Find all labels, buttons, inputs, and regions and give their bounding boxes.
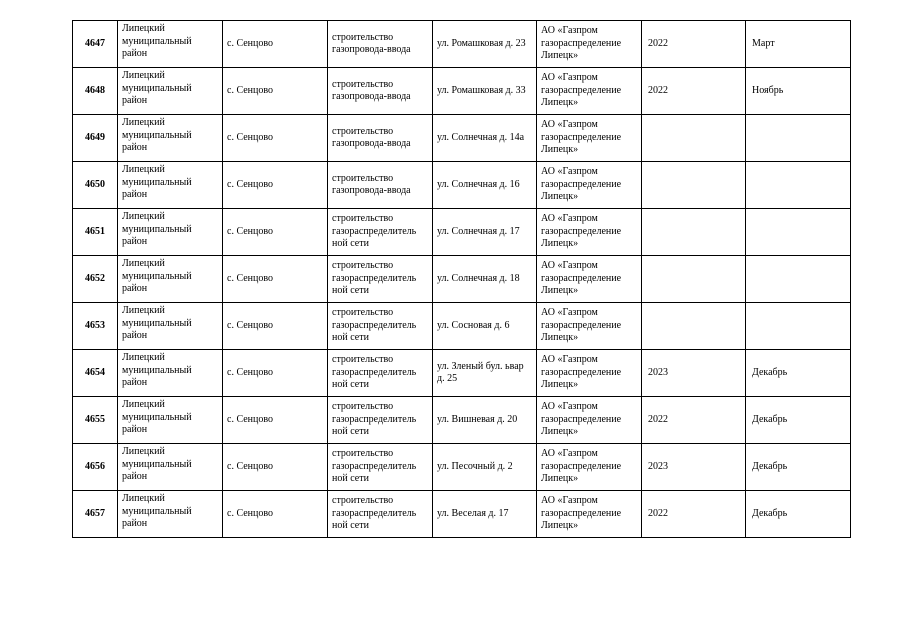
district-cell: Липецкий муниципальный район (118, 397, 223, 444)
address-cell: ул. Сосновая д. 6 (433, 303, 537, 350)
table-row (73, 21, 851, 68)
village-cell: с. Сенцово (223, 68, 328, 115)
district-cell: Липецкий муниципальный район (118, 162, 223, 209)
work-type-cell: строительство газораспределитель ной сети (328, 397, 433, 444)
row-number-cell: 4651 (73, 209, 118, 256)
row-number-cell: 4655 (73, 397, 118, 444)
address-cell: ул. Солнечная д. 14а (433, 115, 537, 162)
table-row (73, 209, 851, 256)
address-cell: ул. Ромашковая д. 33 (433, 68, 537, 115)
table-row (73, 491, 851, 538)
address-cell: ул. Солнечная д. 16 (433, 162, 537, 209)
village-cell: с. Сенцово (223, 256, 328, 303)
company-cell: АО «Газпром газораспределение Липецк» (537, 350, 642, 397)
village-cell: с. Сенцово (223, 303, 328, 350)
address-cell: ул. Зленый бул. ьвар д. 25 (433, 350, 537, 397)
district-cell: Липецкий муниципальный район (118, 256, 223, 303)
district-cell: Липецкий муниципальный район (118, 444, 223, 491)
work-type-cell: строительство газораспределитель ной сети (328, 209, 433, 256)
row-number-cell: 4653 (73, 303, 118, 350)
company-cell: АО «Газпром газораспределение Липецк» (537, 68, 642, 115)
company-cell: АО «Газпром газораспределение Липецк» (537, 21, 642, 68)
work-type-cell: строительство газораспределитель ной сети (328, 303, 433, 350)
district-cell: Липецкий муниципальный район (118, 21, 223, 68)
work-type-cell: строительство газораспределитель ной сети (328, 350, 433, 397)
address-cell: ул. Вишневая д. 20 (433, 397, 537, 444)
month-cell: Март (746, 21, 851, 68)
table-row (73, 444, 851, 491)
work-type-cell: строительство газопровода-ввода (328, 21, 433, 68)
table-row (73, 397, 851, 444)
year-cell (642, 303, 746, 350)
village-cell: с. Сенцово (223, 115, 328, 162)
month-cell (746, 256, 851, 303)
company-cell: АО «Газпром газораспределение Липецк» (537, 209, 642, 256)
year-cell: 2023 (642, 444, 746, 491)
district-cell: Липецкий муниципальный район (118, 350, 223, 397)
row-number-cell: 4654 (73, 350, 118, 397)
work-type-cell: строительство газораспределитель ной сети (328, 256, 433, 303)
month-cell: Декабрь (746, 444, 851, 491)
month-cell: Декабрь (746, 491, 851, 538)
month-cell (746, 162, 851, 209)
village-cell: с. Сенцово (223, 397, 328, 444)
table-body (73, 21, 851, 538)
company-cell: АО «Газпром газораспределение Липецк» (537, 491, 642, 538)
month-cell: Декабрь (746, 350, 851, 397)
work-type-cell: строительство газораспределитель ной сети (328, 444, 433, 491)
row-number-cell: 4656 (73, 444, 118, 491)
row-number-cell: 4657 (73, 491, 118, 538)
year-cell: 2022 (642, 491, 746, 538)
address-cell: ул. Песочный д. 2 (433, 444, 537, 491)
year-cell (642, 162, 746, 209)
row-number-cell: 4647 (73, 21, 118, 68)
month-cell (746, 115, 851, 162)
table-row (73, 162, 851, 209)
address-cell: ул. Ромашковая д. 23 (433, 21, 537, 68)
company-cell: АО «Газпром газораспределение Липецк» (537, 115, 642, 162)
year-cell (642, 256, 746, 303)
district-cell: Липецкий муниципальный район (118, 303, 223, 350)
work-type-cell: строительство газопровода-ввода (328, 115, 433, 162)
village-cell: с. Сенцово (223, 444, 328, 491)
work-type-cell: строительство газопровода-ввода (328, 162, 433, 209)
company-cell: АО «Газпром газораспределение Липецк» (537, 444, 642, 491)
district-cell: Липецкий муниципальный район (118, 491, 223, 538)
row-number-cell: 4650 (73, 162, 118, 209)
table-row (73, 350, 851, 397)
company-cell: АО «Газпром газораспределение Липецк» (537, 303, 642, 350)
year-cell (642, 209, 746, 256)
address-cell: ул. Солнечная д. 17 (433, 209, 537, 256)
table-row (73, 115, 851, 162)
village-cell: с. Сенцово (223, 21, 328, 68)
district-cell: Липецкий муниципальный район (118, 209, 223, 256)
company-cell: АО «Газпром газораспределение Липецк» (537, 397, 642, 444)
village-cell: с. Сенцово (223, 162, 328, 209)
district-cell: Липецкий муниципальный район (118, 68, 223, 115)
year-cell: 2022 (642, 21, 746, 68)
year-cell: 2023 (642, 350, 746, 397)
work-type-cell: строительство газопровода-ввода (328, 68, 433, 115)
table-row (73, 68, 851, 115)
company-cell: АО «Газпром газораспределение Липецк» (537, 256, 642, 303)
village-cell: с. Сенцово (223, 491, 328, 538)
row-number-cell: 4649 (73, 115, 118, 162)
company-cell: АО «Газпром газораспределение Липецк» (537, 162, 642, 209)
year-cell: 2022 (642, 68, 746, 115)
work-type-cell: строительство газораспределитель ной сети (328, 491, 433, 538)
month-cell (746, 303, 851, 350)
row-number-cell: 4652 (73, 256, 118, 303)
district-cell: Липецкий муниципальный район (118, 115, 223, 162)
table-row (73, 256, 851, 303)
month-cell: Декабрь (746, 397, 851, 444)
village-cell: с. Сенцово (223, 209, 328, 256)
month-cell (746, 209, 851, 256)
row-number-cell: 4648 (73, 68, 118, 115)
month-cell: Ноябрь (746, 68, 851, 115)
year-cell: 2022 (642, 397, 746, 444)
year-cell (642, 115, 746, 162)
table-row (73, 303, 851, 350)
village-cell: с. Сенцово (223, 350, 328, 397)
address-cell: ул. Солнечная д. 18 (433, 256, 537, 303)
gas-works-table (72, 20, 851, 538)
address-cell: ул. Веселая д. 17 (433, 491, 537, 538)
